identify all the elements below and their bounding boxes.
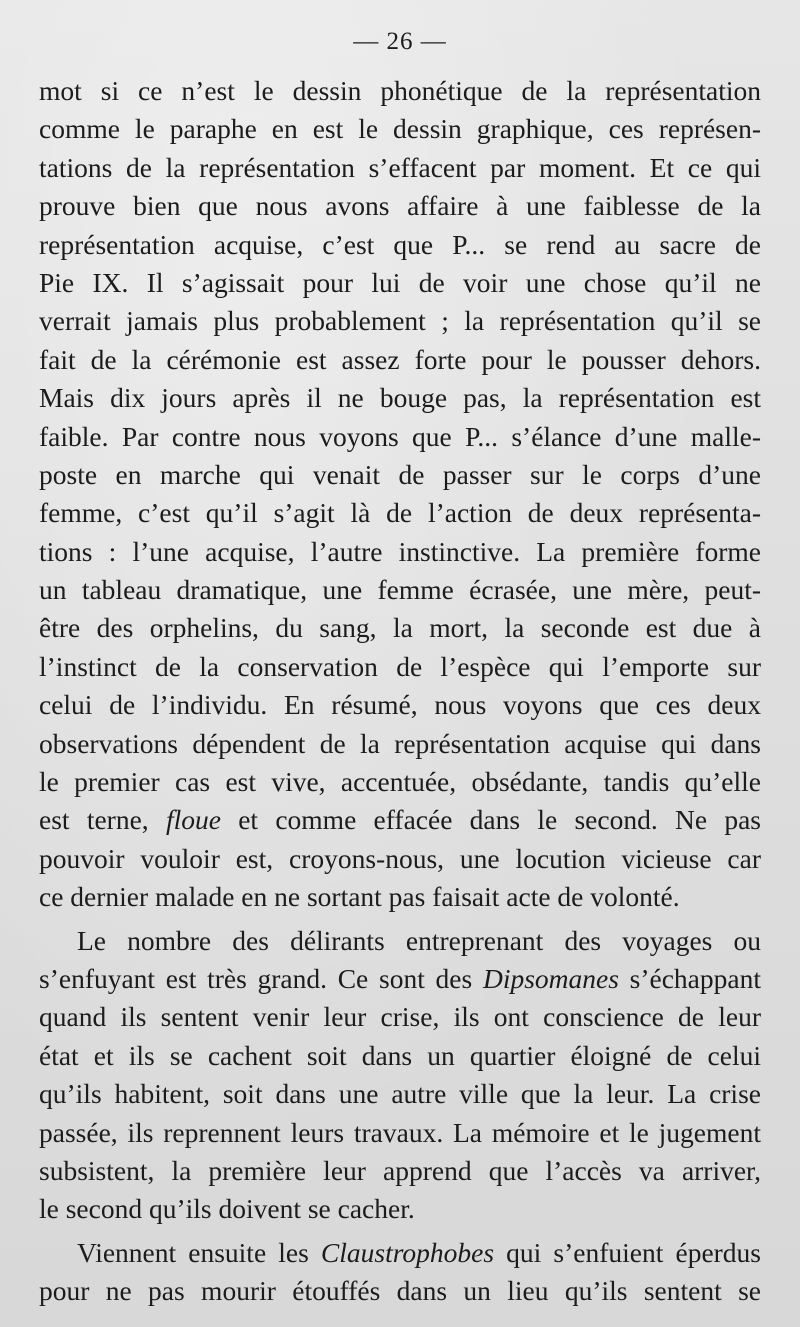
text-line: faible. Par contre nous voyons que P... s’élance d’une malle-: [39, 420, 761, 452]
text-line: qu’ils habitent, soit dans une autre ville que la leur. La crise: [39, 1078, 761, 1110]
text-line: femme, c’est qu’il s’agit là de l’action de deux représenta-: [39, 497, 761, 529]
text-line: ce dernier malade en ne sortant pas faisait acte de volonté.: [39, 881, 680, 913]
text-line: passée, ils reprennent leurs travaux. La mémoire et le jugement: [39, 1116, 761, 1148]
text-line: pouvoir vouloir est, croyons-nous, une locution vicieuse car: [39, 842, 761, 874]
page-number: — 26 —: [353, 28, 447, 55]
text-line: quand ils sentent venir leur crise, ils ont conscience de leur: [39, 1001, 761, 1033]
text-line: poste en marche qui venait de passer sur le corps d’une: [39, 458, 761, 490]
text-line-with-italic: [39, 801, 761, 839]
text-line: fait de la cérémonie est assez forte pour le pousser dehors.: [39, 343, 761, 375]
text-line: être des orphelins, du sang, la mort, la seconde est due à: [39, 612, 761, 644]
text-line: un tableau dramatique, une femme écrasée, une mère, peut-: [39, 574, 761, 606]
text-line: Mais dix jours après il ne bouge pas, la représentation est: [39, 382, 761, 414]
text-segment: Viennent ensuite les: [77, 1236, 321, 1268]
text-segment: est terne,: [39, 804, 166, 836]
text-line: comme le paraphe en est le dessin graphique, ces représen-: [39, 113, 761, 145]
text-line: subsistent, la première leur apprend que l’accès va arriver,: [39, 1154, 761, 1186]
text-line-with-italic: [39, 1234, 761, 1272]
text-line-with-italic: [39, 960, 761, 998]
paragraph-start-line: Le nombre des délirants entreprenant des voyages ou: [77, 924, 761, 956]
italic-term: Dipsomanes: [482, 962, 619, 994]
text-segment: s’enfuyant est très grand. Ce sont des: [39, 962, 483, 994]
text-line: mot si ce n’est le dessin phonétique de la représentation: [39, 75, 761, 106]
text-line: représentation acquise, c’est que P... se rend au sacre de: [39, 228, 761, 260]
text-segment: qui s’enfuient éperdus: [494, 1236, 761, 1268]
text-line: tations de la représentation s’effacent par moment. Et ce qui: [39, 151, 761, 183]
text-line: le premier cas est vive, accentuée, obsédante, tandis qu’elle: [39, 766, 761, 798]
italic-term: floue: [165, 804, 221, 836]
text-line: observations dépendent de la représentation acquise qui dans: [39, 727, 761, 759]
text-line: pour ne pas mourir étouffés dans un lieu qu’ils sentent se: [39, 1275, 761, 1307]
text-line: l’instinct de la conservation de l’espèce qui l’emporte sur: [39, 650, 761, 682]
text-segment: et comme effacée dans le second. Ne pas: [220, 804, 761, 836]
text-line: celui de l’individu. En résumé, nous voyons que ces deux: [39, 689, 761, 721]
text-segment: s’échappant: [618, 962, 761, 994]
text-line: le second qu’ils doivent se cacher.: [39, 1193, 415, 1225]
text-line: verrait jamais plus probablement ; la représentation qu’il se: [39, 305, 761, 337]
text-line: Pie IX. Il s’agissait pour lui de voir une chose qu’il ne: [39, 266, 761, 298]
text-line: état et ils se cachent soit dans un quartier éloigné de celui: [39, 1039, 761, 1071]
body-text: [39, 72, 761, 1311]
text-line: prouve bien que nous avons affaire à une faiblesse de la: [39, 190, 761, 222]
text-line: tions : l’une acquise, l’autre instinctive. La première forme: [39, 535, 761, 567]
italic-term: Claustrophobes: [320, 1236, 495, 1268]
